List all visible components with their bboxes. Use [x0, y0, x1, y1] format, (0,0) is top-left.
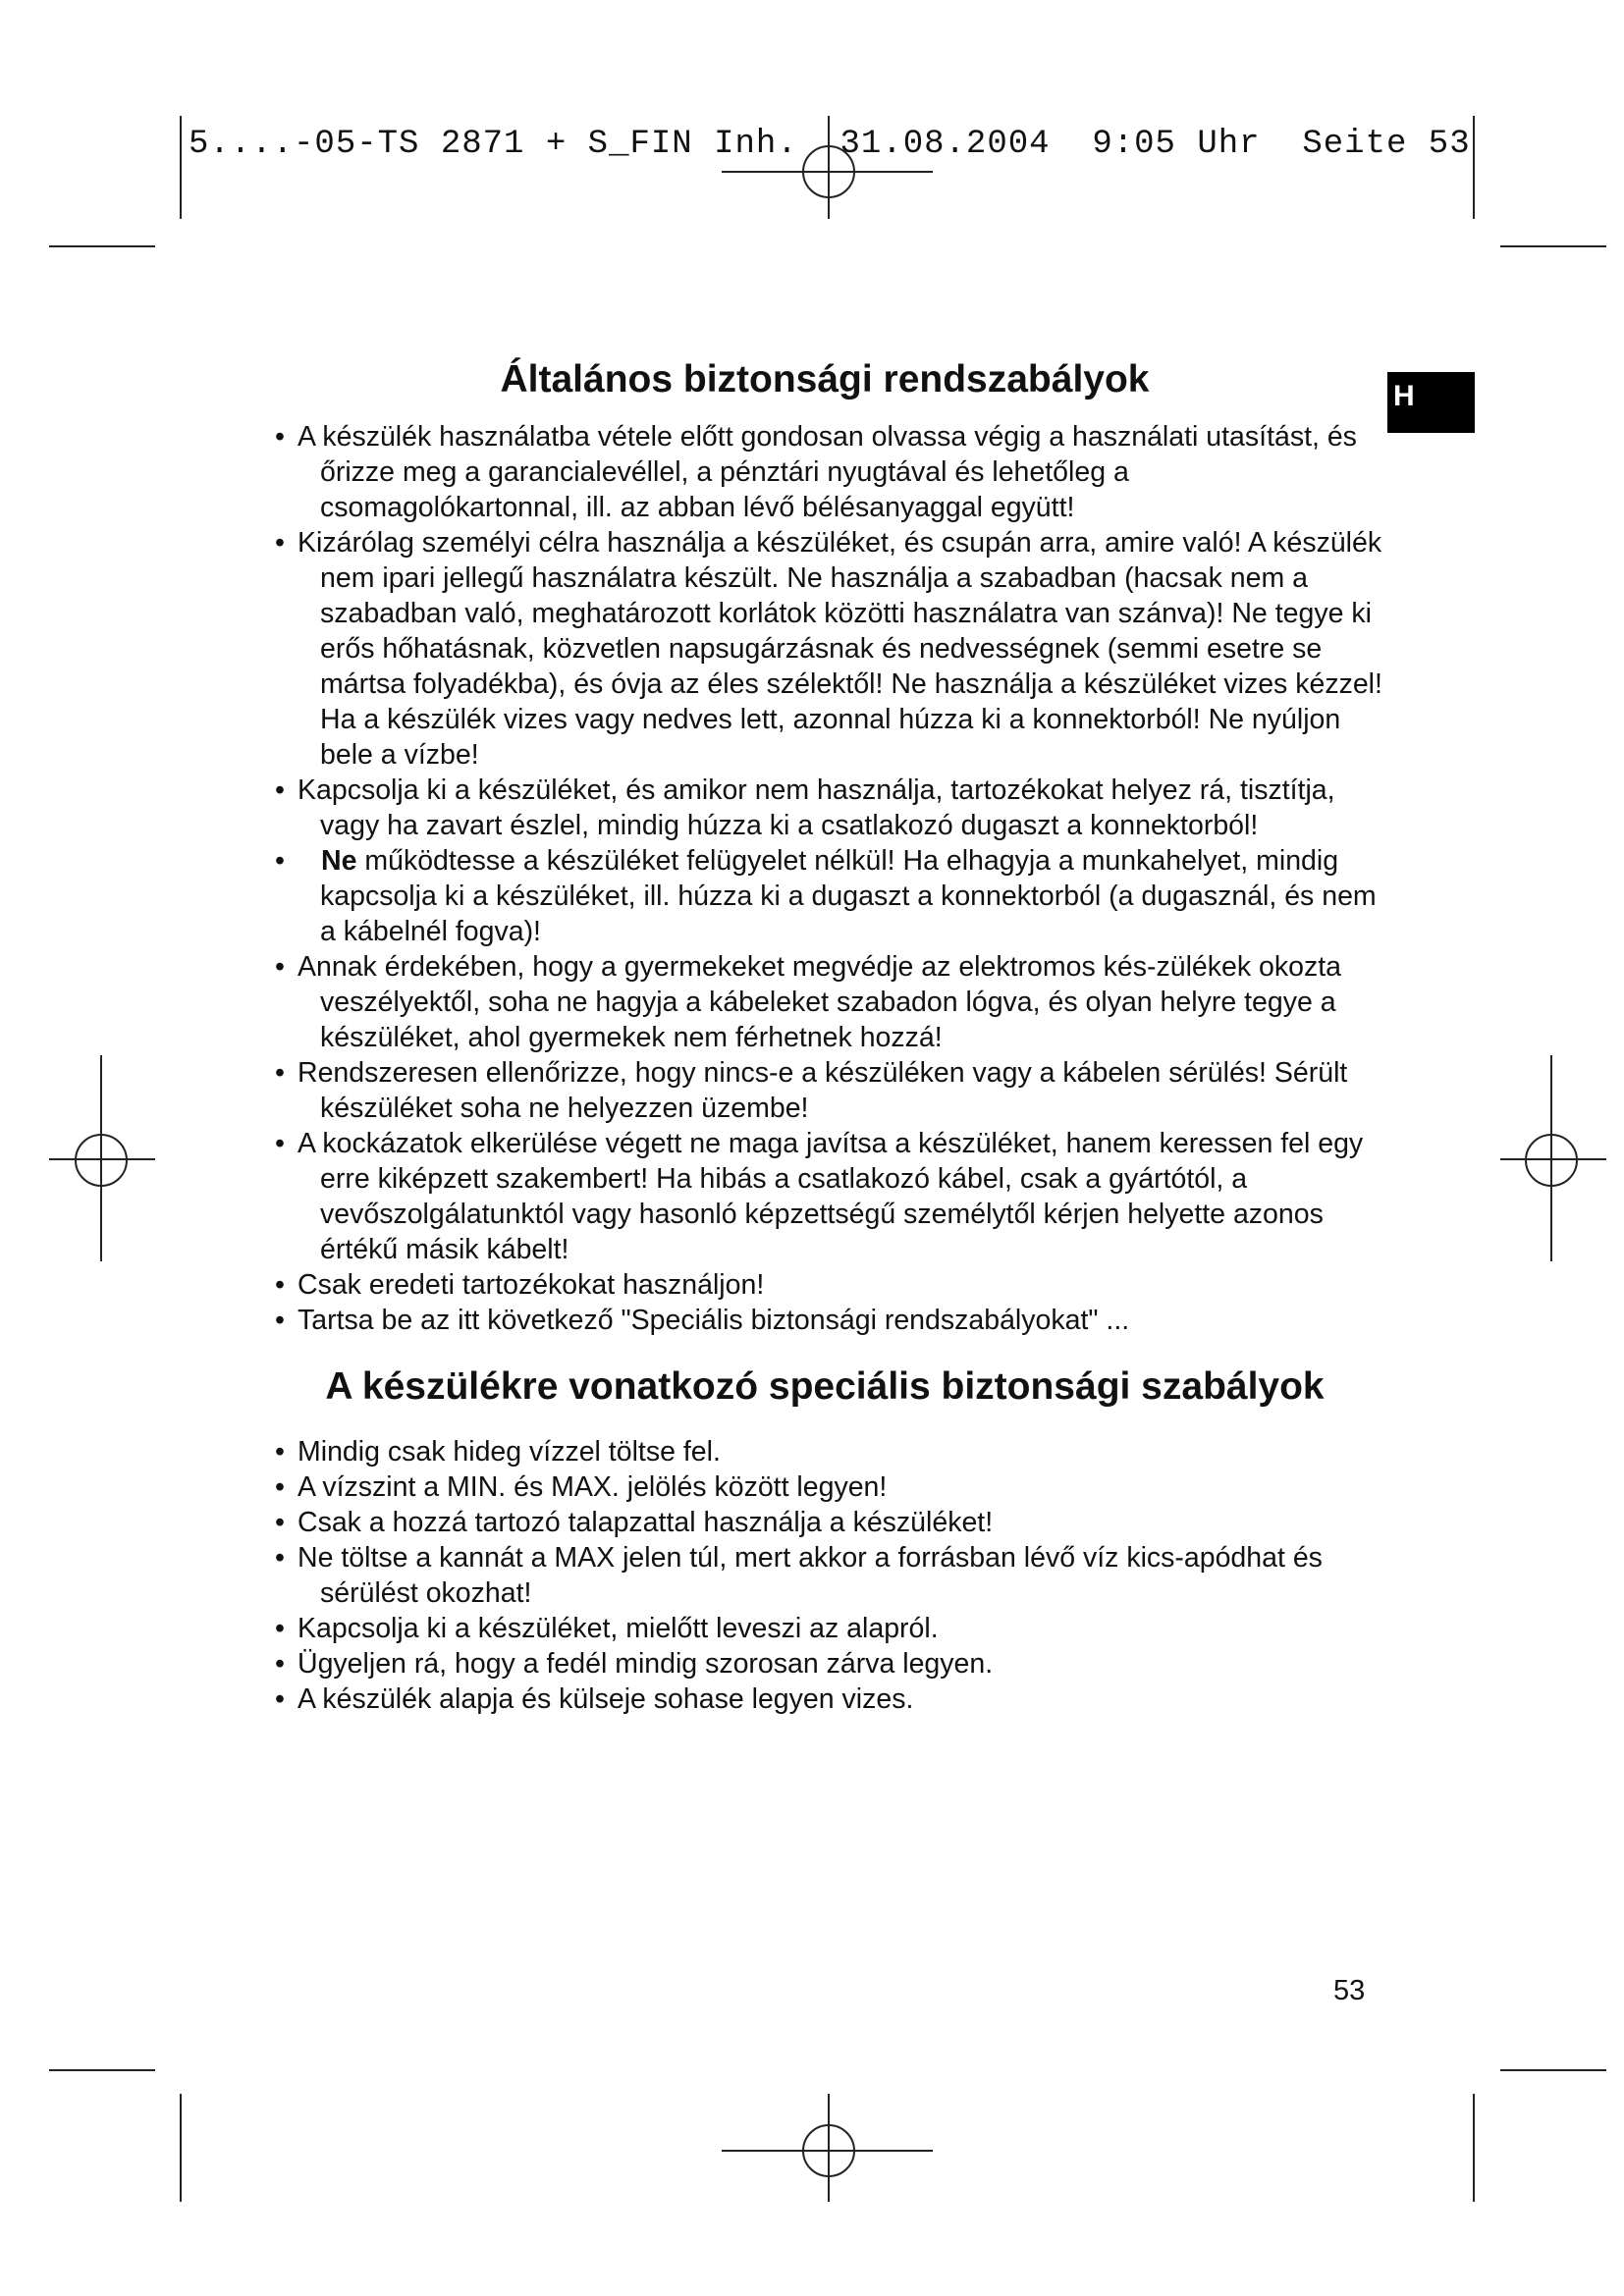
emphasis-ne: Ne — [321, 845, 357, 877]
register-mark-right-circle — [1525, 1134, 1578, 1187]
crop-mark-bottom-left-horizontal — [49, 2069, 155, 2071]
list-item: • Kapcsolja ki a készüléket, mielőtt leveszi az alapról. — [265, 1611, 1384, 1646]
register-mark-left-circle — [75, 1134, 128, 1187]
list-item — [265, 843, 1384, 949]
list-item: • A kockázatok elkerülése végett ne maga javítsa a készüléket, hanem keressen fel egy erre kiképzett szakembert! Ha hibás a csatlakozó kábel, csak a gyártótól, a vevőszolgálatunktól vagy hasonló képzettségű személytől kérjen helyette azonos értékű másik kábelt! — [265, 1126, 1384, 1267]
crop-mark-top-right-horizontal — [1500, 245, 1606, 247]
list-item: • Ne töltse a kannát a MAX jelen túl, mert akkor a forrásban lévő víz kics-apódhat és sérülést okozhat! — [265, 1540, 1384, 1611]
list-item: • Ügyeljen rá, hogy a fedél mindig szorosan zárva legyen. — [265, 1646, 1384, 1682]
crop-mark-top-right-vertical — [1473, 116, 1475, 219]
list-item: • Rendszeresen ellenőrizze, hogy nincs-e a készüléken vagy a kábelen sérülés! Sérült készüléket soha ne helyezzen üzembe! — [265, 1055, 1384, 1126]
page-content — [265, 358, 1384, 1717]
special-safety-list — [265, 1434, 1384, 1717]
list-item: • A készülék használatba vétele előtt gondosan olvassa végig a használati utasítást, és őrizze meg a garancialevéllel, a pénztári nyugtával és lehetőleg a csomagolókartonnal, ill. az abban lévő bélésanyaggal együtt! — [265, 419, 1384, 525]
list-item-text: működtesse a készüléket felügyelet nélkül! Ha elhagyja a munkahelyet, mindig kapcsolja ki a készüléket, ill. húzza ki a dugaszt a konnektorból (a dugasznál, és nem a kábelnél fogva)! — [320, 845, 1377, 947]
register-mark-bottom-circle — [802, 2124, 855, 2177]
list-item: • Csak eredeti tartozékokat használjon! — [265, 1267, 1384, 1303]
crop-mark-bottom-right-vertical — [1473, 2094, 1475, 2202]
list-item: • Csak a hozzá tartozó talapzattal használja a készüléket! — [265, 1505, 1384, 1540]
list-item: • Kapcsolja ki a készüléket, és amikor nem használja, tartozékokat helyez rá, tisztítja, vagy ha zavart észlel, mindig húzza ki a csatlakozó dugaszt a konnektorból! — [265, 773, 1384, 843]
crop-mark-top-left-vertical — [180, 116, 182, 219]
crop-mark-bottom-right-horizontal — [1500, 2069, 1606, 2071]
crop-mark-bottom-left-vertical — [180, 2094, 182, 2202]
crop-mark-top-left-horizontal — [49, 245, 155, 247]
general-safety-heading: Általános biztonsági rendszabályok — [500, 358, 1150, 400]
general-safety-list — [265, 419, 1384, 1338]
list-item: • Annak érdekében, hogy a gyermekeket megvédje az elektromos kés-zülékek okozta veszélyektől, soha ne hagyja a kábeleket szabadon lógva, és olyan helyre tegye a készüléket, ahol gyermekek nem férhetnek hozzá! — [265, 949, 1384, 1055]
list-item: • Kizárólag személyi célra használja a készüléket, és csupán arra, amire való! A készülék nem ipari jellegű használatra készült. Ne használja a szabadban (hacsak nem a szabadban való, meghatározott korlátok közötti használatra van szánva)! Ne tegye ki erős hőhatásnak, közvetlen napsugárzásnak és nedvességnek (semmi esetre se mártsa folyadékba), és óvja az éles szélektől! Ne használja a készüléket vizes kézzel! Ha a készülék vizes vagy nedves lett, azonnal húzza ki a konnektorból! Ne nyúljon bele a vízbe! — [265, 525, 1384, 773]
list-item: • A készülék alapja és külseje sohase legyen vizes. — [265, 1682, 1384, 1717]
list-item: • Mindig csak hideg vízzel töltse fel. — [265, 1434, 1384, 1469]
printer-slug-line: 5....-05-TS 2871 + S_FIN Inh. 31.08.2004 9:05 Uhr Seite 53 — [189, 126, 1471, 163]
language-tab-h: H — [1387, 372, 1475, 433]
list-item: • Tartsa be az itt következő "Speciális biztonsági rendszabályokat" ... — [265, 1303, 1384, 1338]
special-safety-heading: A készülékre vonatkozó speciális biztonsági szabályok — [325, 1365, 1325, 1408]
list-item: • A vízszint a MIN. és MAX. jelölés között legyen! — [265, 1469, 1384, 1505]
page-number: 53 — [1333, 1975, 1366, 2006]
